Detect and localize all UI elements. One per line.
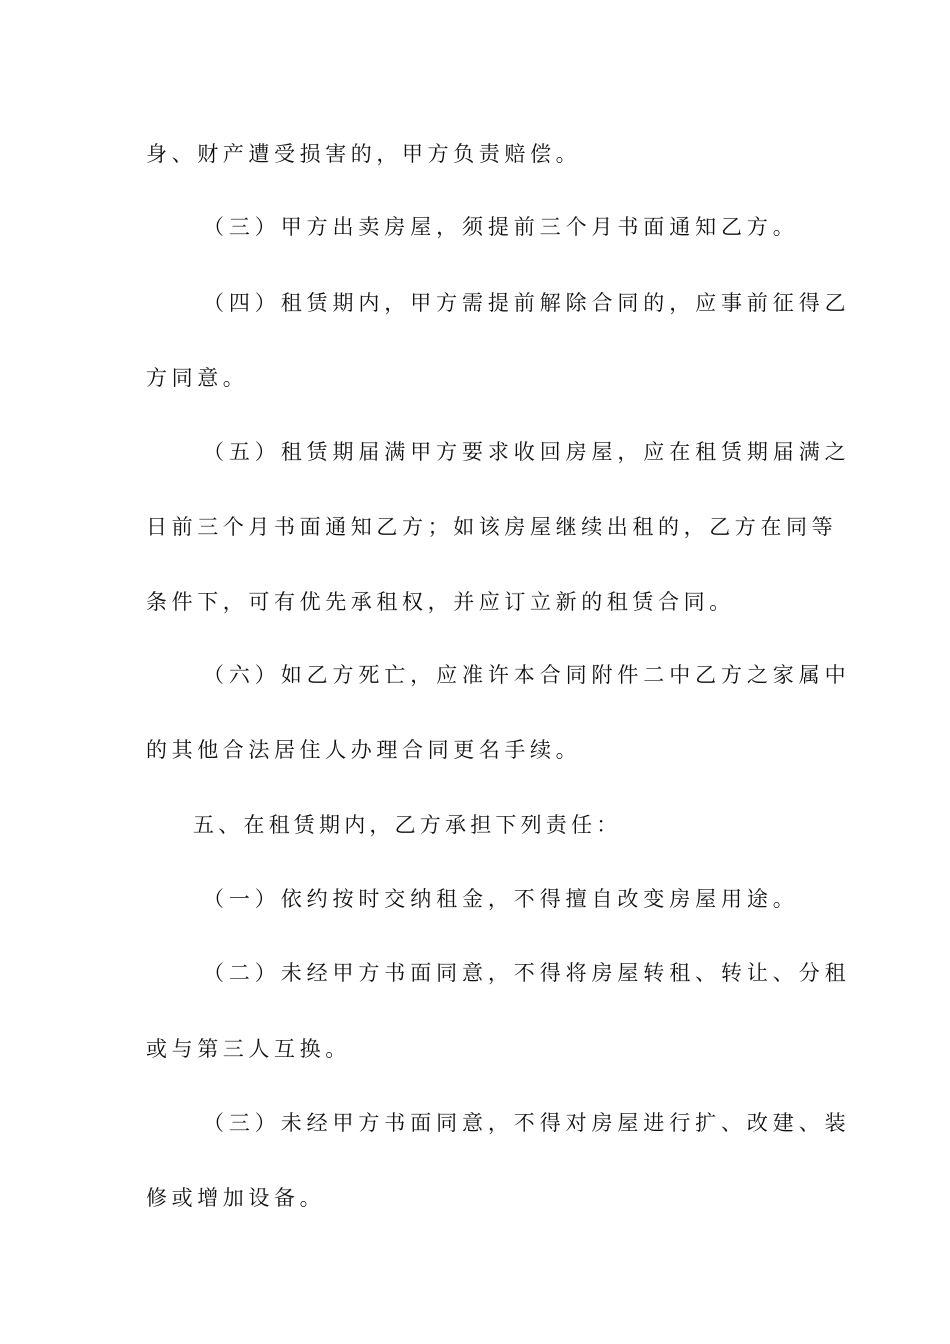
section-5-heading: 五、在租赁期内，乙方承担下列责任： — [193, 813, 622, 837]
clause-5-3: （三）未经甲方书面同意，不得对房屋进行扩、改建、装 — [203, 1111, 851, 1135]
clause-5-2-continued: 或与第三人互换。 — [146, 1037, 351, 1061]
clause-4-6-continued: 的其他合法居住人办理合同更名手续。 — [146, 738, 582, 762]
clause-4-6: （六）如乙方死亡，应准许本合同附件二中乙方之家属中 — [203, 663, 851, 687]
clause-4-5-continued-2: 条件下，可有优先承租权，并应订立新的租赁合同。 — [146, 590, 735, 614]
clause-4-4-continued: 方同意。 — [146, 366, 249, 390]
clause-4-5-continued-1: 日前三个月书面通知乙方；如该房屋继续出租的，乙方在同等 — [146, 515, 838, 539]
clause-4-4: （四）租赁期内，甲方需提前解除合同的，应事前征得乙 — [203, 291, 851, 315]
clause-5-1: （一）依约按时交纳租金，不得擅自改变房屋用途。 — [203, 887, 799, 911]
text-line-continuation-1: 身、财产遭受损害的，甲方负责赔偿。 — [146, 142, 582, 166]
clause-5-2: （二）未经甲方书面同意，不得将房屋转租、转让、分租 — [203, 961, 851, 985]
clause-4-3: （三）甲方出卖房屋，须提前三个月书面通知乙方。 — [203, 215, 799, 239]
clause-5-3-continued: 修或增加设备。 — [146, 1186, 326, 1210]
clause-4-5: （五）租赁期届满甲方要求收回房屋，应在租赁期届满之 — [203, 440, 851, 464]
